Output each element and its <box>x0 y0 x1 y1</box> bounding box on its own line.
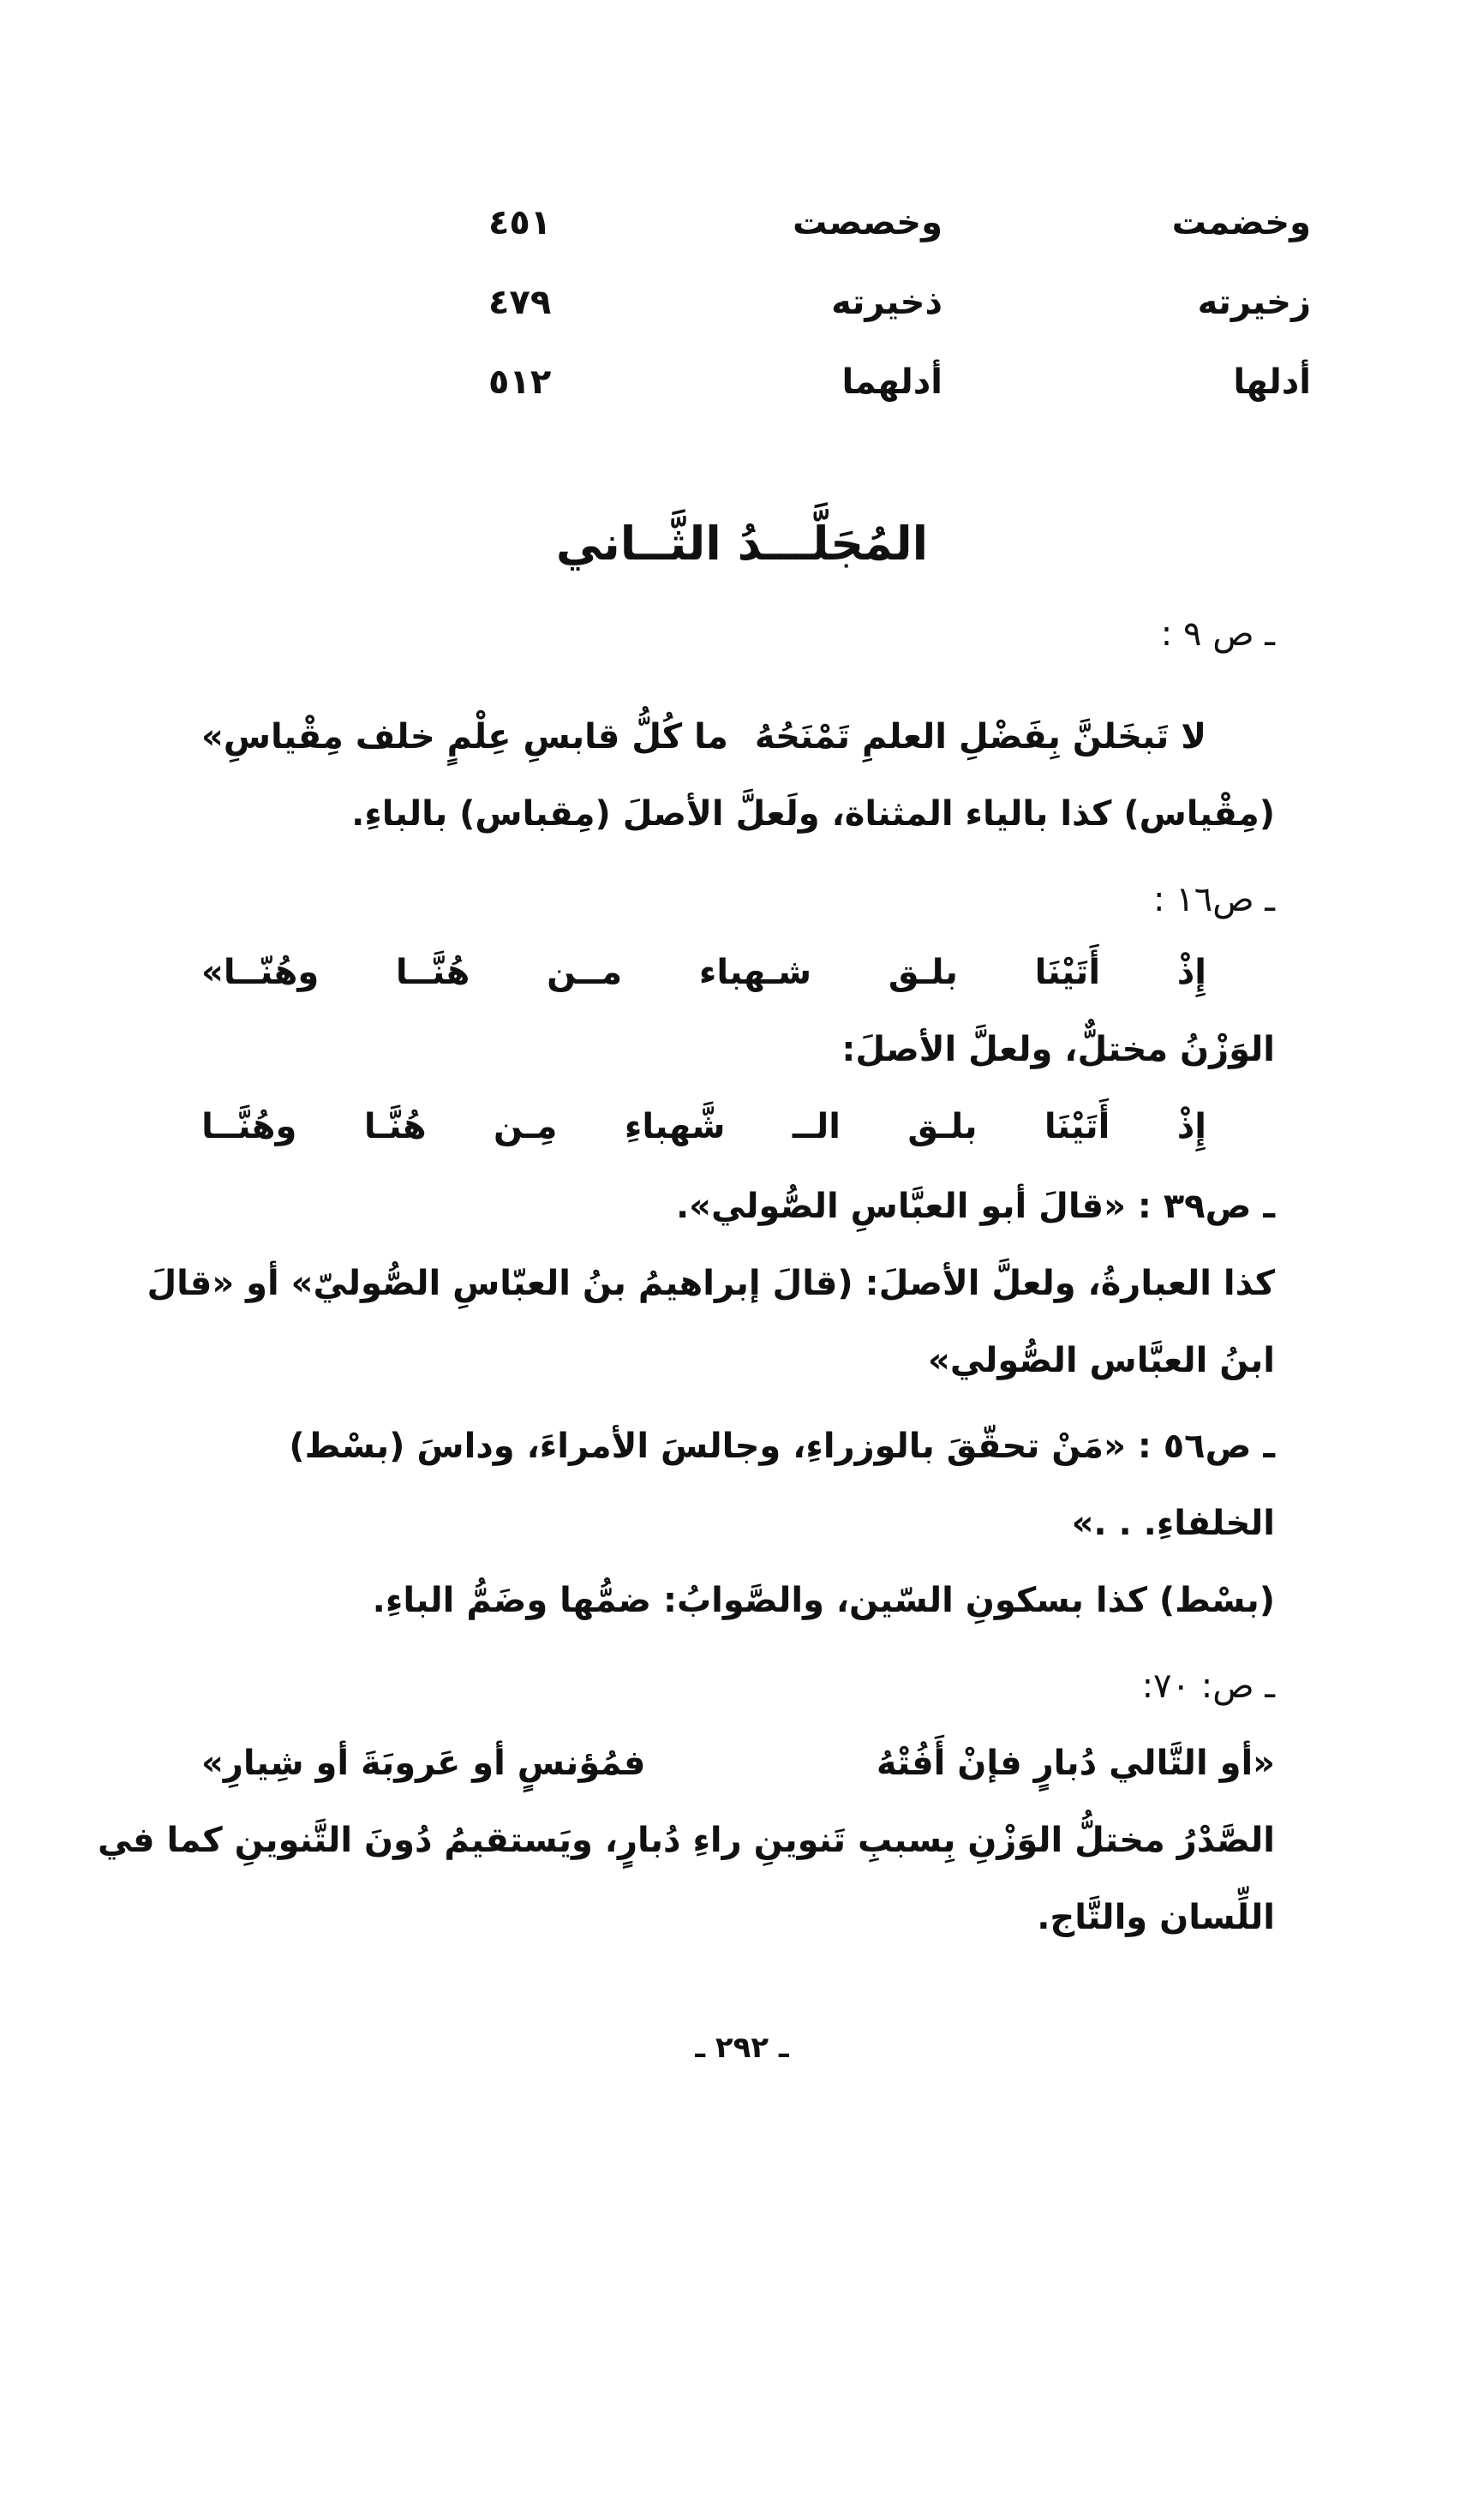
note-line: ابنُ العبَّاس الصُّولي» <box>928 1341 1275 1380</box>
verse-word: وهُنَّــا <box>201 1107 297 1146</box>
index-wrong-word: وخضمت <box>1171 203 1311 242</box>
verse-hemistich: فمُؤنسٍ أو عَروبَةَ أو شِيارِ» <box>201 1744 646 1783</box>
verse-word: بلـق <box>907 1107 978 1146</box>
verse-line <box>201 1092 1275 1161</box>
index-correct-word: وخصصت <box>793 203 942 242</box>
verse-word: الــ <box>792 1107 841 1146</box>
entry-heading: ـ ص ٩ : <box>1160 614 1275 654</box>
volume-title: المُجَلَّـــدُ الثَّــاني <box>555 517 929 571</box>
entry-heading: ـ ص١٦ : <box>1153 880 1275 919</box>
note-line: (مِقْياس) كذا بالياء المثناة، ولَعلَّ الأصلَ (مِقباس) بالباءِ. <box>351 794 1275 834</box>
index-page-number: ٤٧٩ <box>488 283 552 322</box>
entry-heading: ـ ص: ٧٠: <box>1141 1666 1275 1706</box>
index-page-number: ٤٥١ <box>488 203 552 242</box>
entry-heading: ـ ص٥٦ : «مَنْ تحقّقَ بالوزراءِ، وجالسَ الأمراءَ، وداسَ (بسْط) <box>289 1427 1275 1466</box>
verse-hemistich: لا تَبخَلنَّ بِفَضْلِ العلمِ تَمْنَحُهُ <box>754 717 1206 757</box>
verse-word: مِـن <box>494 1107 558 1146</box>
page-number: ـ ٢٩٢ ـ <box>695 2031 789 2065</box>
verse-line <box>201 703 1275 771</box>
index-correct-word: أدلهما <box>841 362 942 402</box>
entry-heading-continued: الخلفاءِ. . .» <box>1071 1504 1275 1543</box>
verse-word: أَتَيْنَا <box>1044 1107 1110 1146</box>
index-page-number: ٥١٢ <box>488 362 552 402</box>
note-line: اللِّسان والتَّاج. <box>1037 1898 1275 1937</box>
index-wrong-word: أدلها <box>1233 362 1311 402</box>
verse-word: بلـق <box>888 953 958 992</box>
verse-line <box>201 938 1275 1007</box>
verse-word: وهُنّــا» <box>201 953 320 992</box>
verse-word: شَّهباءِ <box>624 1107 726 1146</box>
verse-word: إِذْ <box>1176 1107 1206 1146</box>
verse-word: إِذْ <box>1176 953 1206 992</box>
verse-word: هُنَّــا <box>395 953 470 992</box>
index-row <box>0 272 1484 332</box>
verse-word: هُنَّـا <box>363 1107 427 1146</box>
verse-word: شـهباء <box>698 953 812 992</box>
note-line: الوَزْنُ مختلٌّ، ولعلَّ الأصلَ: <box>841 1030 1275 1069</box>
verse-line <box>201 1729 1275 1798</box>
note-line: كذا العبارةُ، ولعلَّ الأصلَ: (قالَ إبراهيمُ بنُ العبّاسِ الصُّوليّ» أو «قالَ <box>147 1264 1275 1303</box>
verse-word: مــن <box>547 953 623 992</box>
note-line: الصَّدْرُ مختلُّ الوَزْنِ بِسببِ تَنوينِ راءِ دُبارٍ، ويَستقيمُ دُونَ التَّنوينِ كما في <box>97 1821 1275 1860</box>
verse-hemistich: «أو التَّالي دُبارٍ فإنْ أَفُتْهُ <box>876 1744 1275 1783</box>
entry-heading: ـ ص٣٩ : «قالَ أبو العبَّاسِ الصُّولي». <box>675 1187 1275 1226</box>
note-line: (بسْط) كذا بسكونِ السّين، والصَّوابُ: ضمُّها وضَمُّ الباءِ. <box>372 1581 1275 1620</box>
verse-word: أَتَيْنَا <box>1034 953 1101 992</box>
index-row <box>0 352 1484 412</box>
index-wrong-word: زخيرته <box>1197 283 1311 322</box>
verse-hemistich: ما كُلُّ قابسِ عِلْمٍ خلف مِقْياسِ» <box>201 717 728 757</box>
index-row <box>0 193 1484 253</box>
index-correct-word: ذخيرته <box>831 283 942 322</box>
